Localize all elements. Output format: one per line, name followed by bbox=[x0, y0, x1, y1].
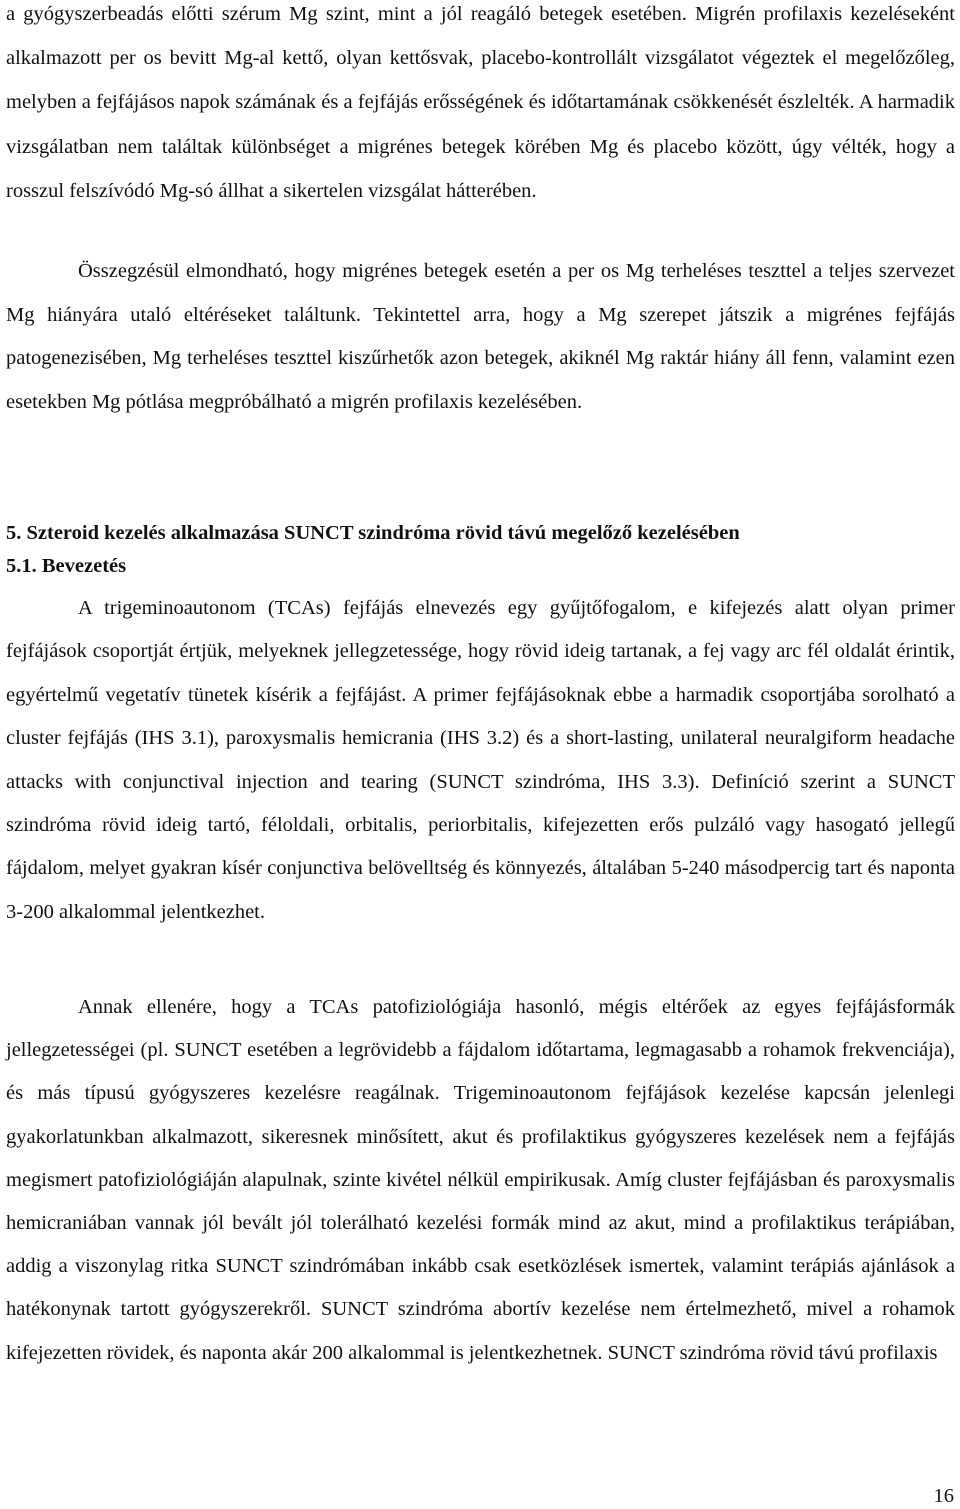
paragraph-tcas-introduction: A trigeminoautonom (TCAs) fejfájás elnevezés egy gyűjtőfogalom, e kifejezés alatt olyan primer fejfájások csoportját értjük, melyeknek jellegzetessége, hogy rövid ideig tartanak, a fej vagy arc fél oldalát érintik, egyértelmű vegetatív tünetek kísérik a fejfájást. A primer fejfájásoknak ebbe a harmadik csoportjába sorolható a cluster fejfájás (IHS 3.1), paroxysmalis hemicrania (IHS 3.2) és a short-lasting, unilateral neuralgiform headache attacks with conjunctival injection and tearing (SUNCT szindróma, IHS 3.3). Definíció szerint a SUNCT szindróma rövid ideig tartó, féloldali, orbitalis, periorbitalis, kifejezetten erős pulzáló vagy hasogató jellegű fájdalom, melyet gyakran kísér conjunctiva belövelltség és könnyezés, általában 5-240 másodpercig tart és naponta 3-200 alkalommal jelentkezhet. bbox=[6, 597, 955, 923]
paragraph-migraine-magnesium-trials: a gyógyszerbeadás előtti szérum Mg szint, mint a jól reagáló betegek esetében. Migrén profilaxis kezeléseként alkalmazott per os bevitt Mg-al kettő, olyan kettősvak, placebo-kontrollált vizsgálatot végeztek el megelőzőleg, melyben a fejfájásos napok számának és a fejfájás erősségének és időtartamának csökkenését észlelték. A harmadik vizsgálatban nem találtak különbséget a migrénes betegek körében Mg és placebo között, úgy vélték, hogy a rosszul felszívódó Mg-só állhat a sikertelen vizsgálat hátterében. bbox=[6, 3, 955, 202]
section-heading: 5. Szteroid kezelés alkalmazása SUNCT szindróma rövid távú megelőző kezelésében bbox=[6, 522, 740, 544]
paragraph-summary: Összegzésül elmondható, hogy migrénes betegek esetén a per os Mg terheléses teszttel a teljes szervezet Mg hiányára utaló eltéréseket találtunk. Tekintettel arra, hogy a Mg szerepet játszik a migrénes fejfájás patogenezisében, Mg terheléses teszttel kiszűrhetők azon betegek, akiknél Mg raktár hiány áll fenn, valamint ezen esetekben Mg pótlása megpróbálható a migrén profilaxis kezelésében. bbox=[6, 260, 955, 413]
page-number: 16 bbox=[933, 1485, 954, 1507]
subsection-heading: 5.1. Bevezetés bbox=[6, 555, 127, 577]
paragraph-tcas-treatment: Annak ellenére, hogy a TCAs patofiziológiája hasonló, mégis eltérőek az egyes fejfájásformák jellegzetességei (pl. SUNCT esetében a legrövidebb a fájdalom időtartama, legmagasabb a rohamok frekvenciája), és más típusú gyógyszeres kezelésre reagálnak. Trigeminoautonom fejfájások kezelése kapcsán jelenlegi gyakorlatunkban alkalmazott, sikeresnek minősített, akut és profilaktikus gyógyszeres kezelések nem a fejfájás megismert patofiziológiáján alapulnak, szinte kivétel nélkül empirikusak. Amíg cluster fejfájásban és paroxysmalis hemicraniában vannak jól bevált jól tolerálható kezelési formák mind az akut, mind a profilaktikus terápiában, addig a viszonylag ritka SUNCT szindrómában inkább csak esetközlések ismertek, valamint terápiás ajánlások a hatékonynak tartott gyógyszerekről. SUNCT szindróma abortív kezelése nem értelmezhető, mivel a rohamok kifejezetten rövidek, és naponta akár 200 alkalommal is jelentkezhetnek. SUNCT szindróma rövid távú profilaxis bbox=[6, 996, 955, 1364]
